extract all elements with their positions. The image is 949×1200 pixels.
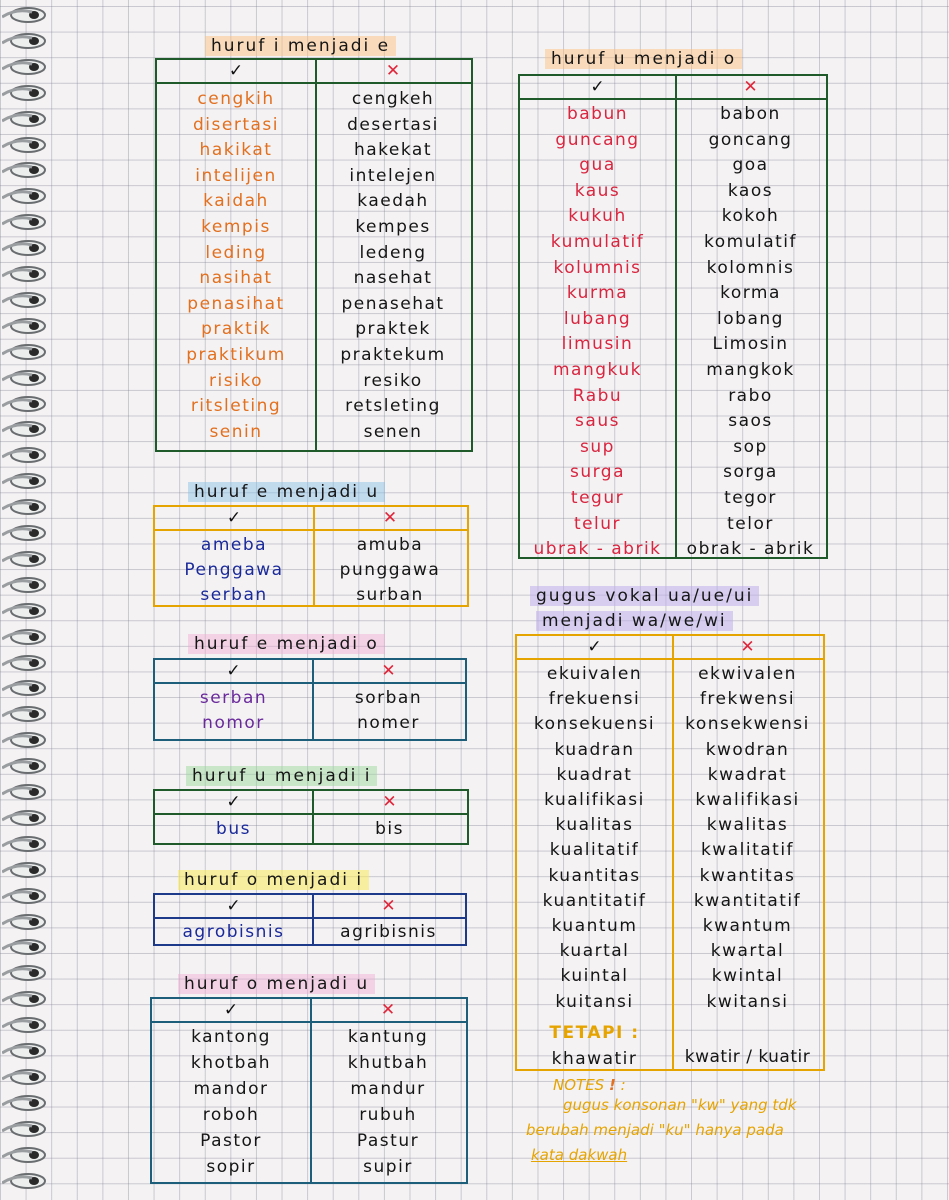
spiral-binding — [0, 0, 52, 1200]
incorrect-word: kantung — [347, 1027, 429, 1047]
cross-mark-icon: ✕ — [381, 896, 396, 916]
spiral-coil — [2, 781, 48, 803]
exception-correct-word: khawatir — [551, 1049, 638, 1069]
correct-word: ekuivalen — [546, 664, 643, 684]
correct-word: nasihat — [199, 268, 273, 289]
correct-word: kualifikasi — [544, 790, 645, 810]
incorrect-word: intelejen — [349, 165, 437, 186]
spiral-coil — [2, 548, 48, 570]
incorrect-word: kwitansi — [706, 991, 789, 1012]
correct-word: kaidah — [203, 191, 269, 212]
correct-word: kolumnis — [553, 257, 642, 278]
spiral-coil — [2, 833, 48, 855]
spiral-coil — [2, 418, 48, 440]
spiral-coil — [2, 807, 48, 829]
spiral-coil — [2, 56, 48, 78]
incorrect-word: cengkeh — [351, 89, 435, 109]
incorrect-word: kwalitas — [706, 815, 789, 836]
notes-label: NOTES ! : — [553, 1076, 626, 1094]
correct-word: gua — [579, 155, 616, 176]
incorrect-word: babon — [720, 104, 781, 124]
incorrect-word: sorban — [354, 688, 423, 708]
correct-word: Rabu — [572, 385, 623, 406]
incorrect-word: bis — [375, 819, 404, 839]
incorrect-word: sorga — [723, 462, 778, 483]
check-mark-icon: ✓ — [226, 896, 241, 916]
incorrect-word: konsekwensi — [685, 714, 810, 735]
correct-word: hakikat — [199, 140, 273, 161]
check-mark-icon: ✓ — [226, 792, 241, 812]
incorrect-word: kwantitatif — [693, 890, 802, 911]
spiral-coil — [2, 1092, 48, 1114]
correct-word: bus — [216, 819, 251, 839]
correct-word: kuadrat — [556, 764, 633, 785]
spiral-coil — [2, 677, 48, 699]
spiral-coil — [2, 859, 48, 881]
spiral-coil — [2, 600, 48, 622]
correct-word: kumulatif — [550, 232, 645, 252]
spiral-coil — [2, 1066, 48, 1088]
incorrect-word: kolomnis — [706, 257, 795, 278]
spiral-coil — [2, 885, 48, 907]
spiral-coil — [2, 315, 48, 337]
correct-word: kurma — [566, 283, 629, 304]
correct-word: kaus — [574, 180, 621, 201]
section-title-vokal-1: gugus vokal ua/ue/ui — [530, 586, 759, 606]
correct-word: sup — [580, 436, 615, 457]
check-mark-icon: ✓ — [226, 661, 241, 681]
incorrect-word: kwintal — [711, 966, 784, 987]
cross-mark-icon: ✕ — [743, 77, 758, 97]
spiral-coil — [2, 289, 48, 311]
section-title-vokal-2: menjadi wa/we/wi — [536, 611, 733, 631]
correct-word: ameba — [200, 535, 268, 555]
incorrect-word: kempes — [355, 217, 431, 237]
incorrect-word: surban — [356, 585, 424, 605]
incorrect-word: praktekum — [340, 345, 446, 365]
spiral-coil — [2, 574, 48, 596]
exception-incorrect-word: kwatir / kuatir — [684, 1047, 811, 1067]
incorrect-word: kwantum — [702, 916, 793, 936]
incorrect-word: Pastur — [356, 1131, 420, 1151]
incorrect-word: korma — [720, 283, 781, 304]
correct-word: cengkih — [197, 89, 275, 109]
spiral-coil — [2, 522, 48, 544]
correct-word: kempis — [201, 217, 271, 237]
correct-word: kuantitas — [548, 865, 641, 886]
correct-word: penasihat — [187, 293, 285, 314]
spiral-coil — [2, 1118, 48, 1140]
table-u-i — [153, 789, 469, 845]
table-vokal — [515, 634, 825, 1071]
correct-word: lubang — [563, 308, 632, 329]
spiral-coil — [2, 496, 48, 518]
notes-line-2: berubah menjadi "ku" hanya pada — [526, 1121, 784, 1139]
spiral-coil — [2, 444, 48, 466]
incorrect-word: agribisnis — [340, 922, 437, 942]
correct-word: saus — [575, 411, 620, 432]
correct-word: leding — [205, 242, 267, 263]
spiral-coil — [2, 470, 48, 492]
cross-mark-icon: ✕ — [385, 61, 401, 81]
spiral-coil — [2, 962, 48, 984]
incorrect-word: kaedah — [357, 191, 429, 212]
spiral-coil — [2, 341, 48, 363]
correct-word: kuadran — [554, 739, 635, 760]
correct-word: babun — [566, 104, 629, 124]
spiral-coil — [2, 211, 48, 233]
incorrect-word: kwalitatif — [700, 840, 795, 861]
incorrect-word: rabo — [728, 385, 773, 406]
incorrect-word: retsleting — [345, 396, 441, 417]
notes-line-1: gugus konsonan "kw" yang tdk — [563, 1096, 797, 1114]
cross-mark-icon: ✕ — [380, 1000, 396, 1020]
incorrect-word: obrak - abrik — [686, 539, 815, 560]
spiral-coil — [2, 367, 48, 389]
correct-word: mandor — [193, 1079, 269, 1099]
correct-word: praktik — [201, 319, 271, 340]
incorrect-word: praktek — [355, 319, 431, 340]
correct-word: tegur — [570, 488, 625, 508]
incorrect-word: hakekat — [353, 140, 433, 161]
correct-word: kuitansi — [555, 991, 634, 1012]
spiral-coil — [2, 703, 48, 725]
incorrect-word: amuba — [356, 535, 424, 555]
correct-word: serban — [199, 688, 268, 708]
correct-word: surga — [569, 462, 626, 483]
incorrect-word: goncang — [708, 129, 793, 150]
section-title-i-e: huruf i menjadi e — [205, 36, 396, 56]
incorrect-word: desertasi — [347, 114, 439, 135]
spiral-coil — [2, 936, 48, 958]
incorrect-word: punggawa — [339, 560, 441, 580]
incorrect-word: tegor — [724, 488, 777, 508]
correct-word: serban — [200, 585, 268, 605]
correct-word: limusin — [561, 334, 634, 355]
correct-word: khotbah — [190, 1053, 272, 1073]
correct-word: Pastor — [200, 1131, 262, 1151]
incorrect-word: telor — [727, 513, 774, 534]
incorrect-word: lobang — [717, 308, 784, 329]
section-title-o-i: huruf o menjadi i — [178, 870, 369, 890]
spiral-coil — [2, 4, 48, 26]
spiral-coil — [2, 1170, 48, 1192]
cross-mark-icon: ✕ — [382, 508, 398, 528]
section-title-e-o: huruf e menjadi o — [188, 634, 385, 654]
incorrect-word: senen — [363, 421, 423, 442]
correct-word: risiko — [209, 370, 263, 391]
notes-line-3: kata dakwah — [531, 1146, 628, 1164]
cross-mark-icon: ✕ — [381, 661, 396, 681]
spiral-coil — [2, 626, 48, 648]
correct-word: mangkuk — [553, 360, 642, 380]
section-title-o-u: huruf o menjadi u — [178, 974, 375, 994]
incorrect-word: kwalifikasi — [695, 790, 800, 810]
incorrect-word: ekwivalen — [698, 664, 797, 684]
incorrect-word: supir — [363, 1157, 413, 1177]
correct-word: kualitas — [555, 815, 634, 836]
spiral-coil — [2, 185, 48, 207]
spiral-coil — [2, 393, 48, 415]
section-title-e-u: huruf e menjadi u — [188, 482, 385, 502]
correct-word: kuartal — [559, 941, 630, 962]
incorrect-word: kwartal — [710, 941, 785, 962]
check-mark-icon: ✓ — [590, 77, 605, 97]
table-u-o — [518, 74, 828, 559]
incorrect-word: kokoh — [721, 206, 780, 227]
correct-word: praktikum — [186, 345, 286, 365]
correct-word: ubrak - abrik — [533, 539, 662, 560]
incorrect-word: mandur — [350, 1079, 426, 1099]
incorrect-word: mangkok — [706, 360, 795, 380]
table-o-u — [150, 997, 468, 1184]
check-mark-icon: ✓ — [587, 637, 602, 657]
spiral-coil — [2, 263, 48, 285]
correct-word: agrobisnis — [182, 922, 285, 942]
table-i-e — [155, 58, 473, 452]
table-e-o — [153, 658, 467, 741]
correct-word: guncang — [555, 129, 640, 150]
incorrect-word: frekwensi — [699, 689, 796, 710]
correct-word: telur — [573, 513, 622, 534]
correct-word: senin — [209, 421, 263, 442]
incorrect-word: saos — [728, 411, 773, 432]
check-mark-icon: ✓ — [228, 61, 244, 81]
table-e-u — [153, 505, 469, 607]
incorrect-word: goa — [732, 155, 769, 176]
spiral-coil — [2, 755, 48, 777]
correct-word: kuintal — [560, 966, 629, 987]
correct-word: kukuh — [568, 206, 627, 227]
incorrect-word: nomer — [357, 713, 420, 733]
incorrect-word: nasehat — [353, 268, 433, 289]
correct-word: Penggawa — [184, 560, 284, 580]
cross-mark-icon: ✕ — [740, 637, 755, 657]
correct-word: kantong — [191, 1027, 271, 1047]
incorrect-word: rubuh — [359, 1105, 417, 1125]
section-title-u-o: huruf u menjadi o — [545, 49, 742, 69]
incorrect-word: kwadrat — [707, 764, 788, 785]
spiral-coil — [2, 1144, 48, 1166]
spiral-coil — [2, 159, 48, 181]
correct-word: disertasi — [193, 114, 279, 135]
correct-word: konsekuensi — [533, 714, 656, 735]
spiral-coil — [2, 237, 48, 259]
correct-word: ritsleting — [190, 396, 282, 417]
spiral-coil — [2, 652, 48, 674]
correct-word: intelijen — [195, 165, 277, 186]
spiral-coil — [2, 729, 48, 751]
incorrect-word: penasehat — [341, 293, 445, 314]
spiral-coil — [2, 1040, 48, 1062]
spiral-coil — [2, 1014, 48, 1036]
correct-word: frekuensi — [548, 689, 641, 710]
spiral-coil — [2, 911, 48, 933]
correct-word: roboh — [202, 1105, 260, 1125]
tetapi-label: TETAPI : — [549, 1023, 640, 1043]
incorrect-word: kwantitas — [699, 865, 796, 886]
incorrect-word: komulatif — [704, 232, 797, 252]
correct-word: kuantum — [551, 916, 638, 936]
correct-word: sopir — [206, 1157, 256, 1177]
incorrect-word: kwodran — [705, 739, 790, 760]
incorrect-word: kaos — [727, 180, 774, 201]
incorrect-word: resiko — [363, 370, 423, 391]
spiral-coil — [2, 134, 48, 156]
check-mark-icon: ✓ — [223, 1000, 239, 1020]
incorrect-word: Limosin — [712, 334, 789, 355]
correct-word: kualitatif — [549, 840, 640, 861]
check-mark-icon: ✓ — [226, 508, 242, 528]
table-o-i — [153, 893, 467, 946]
spiral-coil — [2, 108, 48, 130]
spiral-coil — [2, 30, 48, 52]
cross-mark-icon: ✕ — [382, 792, 397, 812]
correct-word: nomor — [202, 713, 265, 733]
incorrect-word: ledeng — [359, 242, 427, 263]
spiral-coil — [2, 82, 48, 104]
section-title-u-i: huruf u menjadi i — [186, 766, 377, 786]
incorrect-word: sop — [733, 436, 768, 457]
correct-word: kuantitatif — [542, 890, 647, 911]
spiral-coil — [2, 988, 48, 1010]
incorrect-word: khutbah — [347, 1053, 429, 1073]
